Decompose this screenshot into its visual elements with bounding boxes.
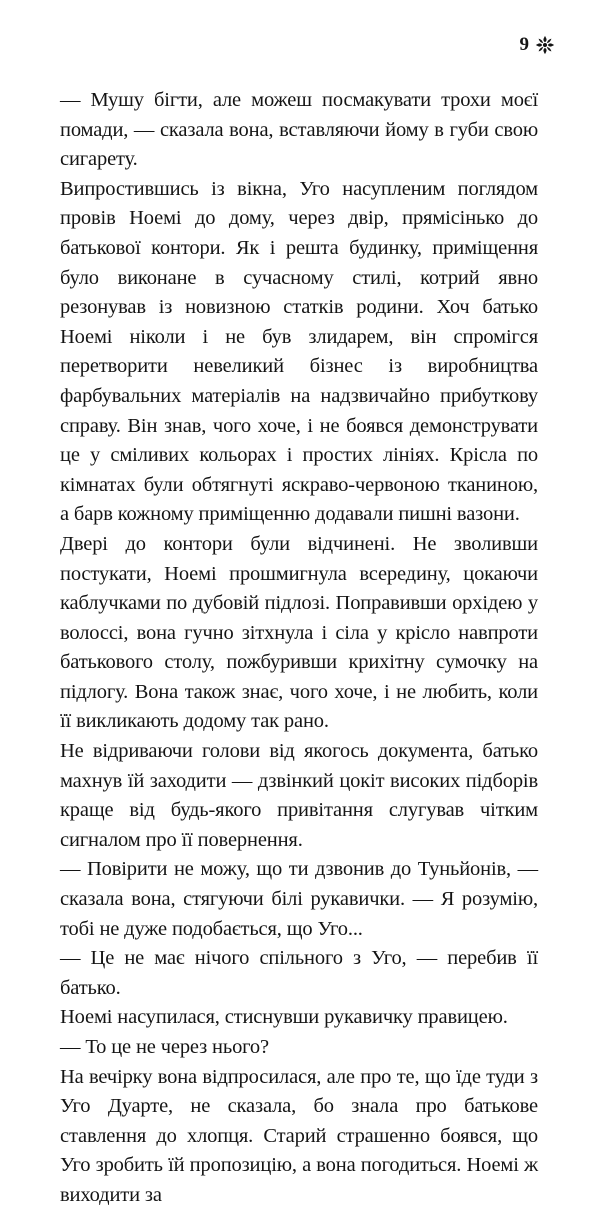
- page-number: 9: [519, 34, 529, 55]
- paragraph: Ноемі насупилася, стиснувши рукавичку правицею.: [60, 1006, 508, 1029]
- body-text: [60, 86, 538, 1211]
- paragraph: — Це не має нічого спільного з Уго, — перебив її батько.: [60, 947, 538, 999]
- paragraph: На вечірку вона відпросилася, але про те, що їде туди з Уго Дуарте, не сказала, бо знала про батькове ставлення до хлопця. Старий страшенно боявся, що Уго зробить їй пропозицію, а вона погодиться. Ноемі ж виходити за: [60, 1065, 538, 1206]
- paragraph: Випростившись із вікна, Уго насупленим поглядом провів Ноемі до дому, через двір, прямісінько до батькової контори. Як і решта будинку, приміщення було виконане в сучасному стилі, котрий явно резонував із новизною статків родини. Хоч батько Ноемі ніколи і не був злидарем, він спромігся перетворити невеликий бізнес із виробництва фарбувальних матеріалів на надзвичайно прибуткову справу. Він знав, чого хоче, і не боявся демонструвати це у сміливих кольорах і простих лініях. Крісла по кімнатах були обтягнуті яскраво-червоною тканиною, а барв кожному приміщенню додавали пишні вазони.: [60, 177, 538, 526]
- paragraph: Двері до контори були відчинені. Не зволивши постукати, Ноемі прошмигнула всередину, цокаючи каблучками по дубовій підлозі. Поправивши орхідею у волоссі, вона гучно зітхнула і сіла у крісло навпроти батькового столу, пожбуривши крихітну сумочку на підлогу. Вона також знає, чого хоче, і не любить, коли її викликають додому так рано.: [60, 532, 538, 733]
- paragraph: — Мушу бігти, але можеш посмакувати трохи моєї помади, — сказала вона, вставляючи йому в губи свою сигарету.: [60, 89, 538, 171]
- fleuron-ornament-icon: [534, 34, 556, 56]
- paragraph: — То це не через нього?: [60, 1036, 269, 1058]
- paragraph: Не відриваючи голови від якогось документа, батько махнув їй заходити — дзвінкий цокіт високих підборів краще від будь-якого привітання слугував чітким сигналом про її повернення.: [60, 740, 538, 851]
- paragraph: — Повірити не можу, що ти дзвонив до Туньйонів, — сказала вона, стягуючи білі рукавички. — Я розумію, тобі не дуже подобається, що Уго...: [60, 858, 538, 940]
- page-header: [520, 34, 557, 56]
